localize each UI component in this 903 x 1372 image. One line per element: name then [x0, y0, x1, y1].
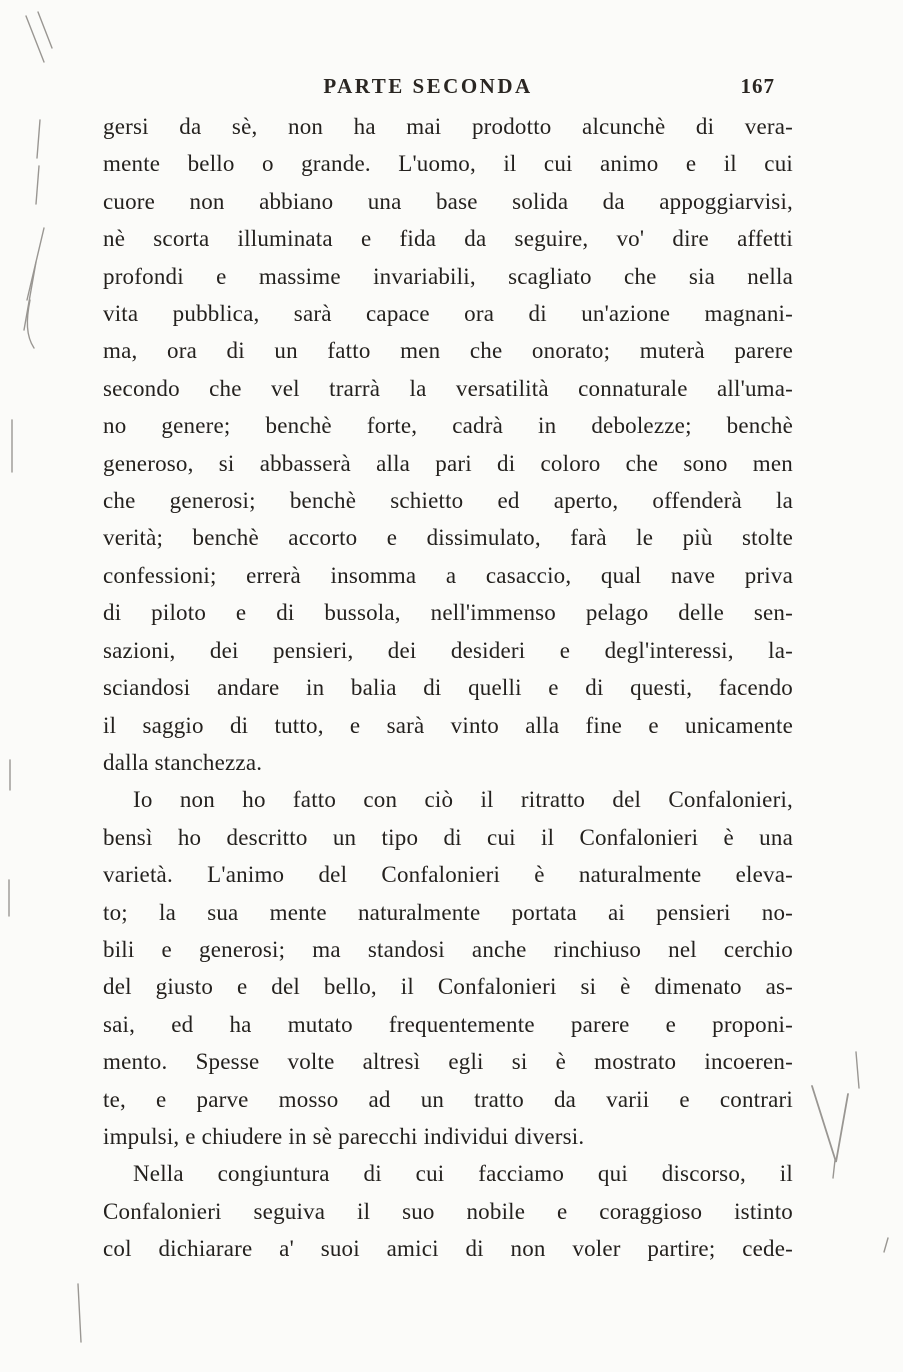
text-line: bensì ho descritto un tipo di cui il Confalonieri è una — [103, 824, 793, 850]
text-line: dalla stanchezza. — [103, 749, 263, 775]
scan-artifact — [884, 1238, 888, 1252]
scan-artifact — [833, 1160, 835, 1178]
scan-artifact — [26, 16, 44, 62]
text-line: sazioni, dei pensieri, dei desideri e degl'interessi, la- — [103, 637, 793, 663]
text-line: Confalonieri seguiva il suo nobile e coraggioso istinto — [103, 1198, 793, 1224]
scan-artifact — [38, 12, 52, 48]
text-line: del giusto e del bello, il Confalonieri si è dimenato as- — [103, 974, 793, 1000]
text-line: sciandosi andare in balia di quelli e di questi, facendo — [103, 675, 793, 701]
scan-artifact — [27, 300, 34, 348]
text-line: generoso, si abbasserà alla pari di coloro che sono men — [103, 450, 793, 476]
text-line: mento. Spesse volte altresì egli si è mostrato incoeren- — [103, 1049, 793, 1075]
text-line: to; la sua mente naturalmente portata ai pensieri no- — [103, 899, 793, 925]
text-line: ma, ora di un fatto men che onorato; muterà parere — [103, 338, 793, 364]
text-line: no genere; benchè forte, cadrà in debolezze; benchè — [103, 413, 793, 439]
text-line: secondo che vel trarrà la versatilità connaturale all'uma- — [103, 375, 793, 401]
text-line: sai, ed ha mutato frequentemente parere e proponi- — [103, 1011, 793, 1037]
text-line: vita pubblica, sarà capace ora di un'azione magnani- — [103, 301, 793, 327]
text-line: di piloto e di bussola, nell'immenso pelago delle sen- — [103, 600, 793, 626]
text-line: Io non ho fatto con ciò il ritratto del Confalonieri, — [133, 787, 793, 813]
text-line: impulsi, e chiudere in sè parecchi individui diversi. — [103, 1123, 585, 1149]
paragraph — [103, 108, 793, 781]
text-line: bili e generosi; ma standosi anche rinchiuso nel cerchio — [103, 936, 793, 962]
text-line: cuore non abbiano una base solida da appoggiarvisi, — [103, 188, 793, 214]
text-line: che generosi; benchè schietto ed aperto, offenderà la — [103, 488, 793, 514]
running-title: PARTE SECONDA — [323, 74, 533, 98]
paragraph — [103, 781, 793, 1155]
text-block — [103, 108, 793, 1268]
text-line: il saggio di tutto, e sarà vinto alla fine e unicamente — [103, 712, 793, 738]
text-line: confessioni; errerà insomma a casaccio, qual nave priva — [103, 562, 793, 588]
paragraph — [103, 1155, 793, 1267]
text-line: varietà. L'animo del Confalonieri è naturalmente eleva- — [103, 862, 793, 888]
scan-artifact — [36, 166, 39, 204]
scan-artifact — [27, 228, 44, 300]
text-line: col dichiarare a' suoi amici di non voler partire; cede- — [103, 1236, 793, 1262]
page-header — [103, 74, 793, 104]
text-line: gersi da sè, non ha mai prodotto alcunchè di vera- — [103, 114, 793, 139]
text-line: verità; benchè accorto e dissimulato, farà le più stolte — [103, 525, 793, 551]
scan-artifact — [37, 120, 40, 158]
text-line: nè scorta illuminata e fida da seguire, vo' dire affetti — [103, 226, 793, 252]
scan-artifact — [78, 1284, 81, 1342]
scan-artifact — [856, 1052, 859, 1088]
page-number: 167 — [740, 74, 775, 98]
text-line: Nella congiuntura di cui facciamo qui discorso, il — [133, 1161, 793, 1187]
text-line: te, e parve mosso ad un tratto da varii e contrari — [103, 1086, 793, 1112]
text-line: mente bello o grande. L'uomo, il cui animo e il cui — [103, 151, 793, 177]
text-line: profondi e massime invariabili, scagliato che sia nella — [103, 263, 793, 289]
scan-artifact — [24, 262, 36, 330]
scan-artifact — [812, 1086, 848, 1162]
